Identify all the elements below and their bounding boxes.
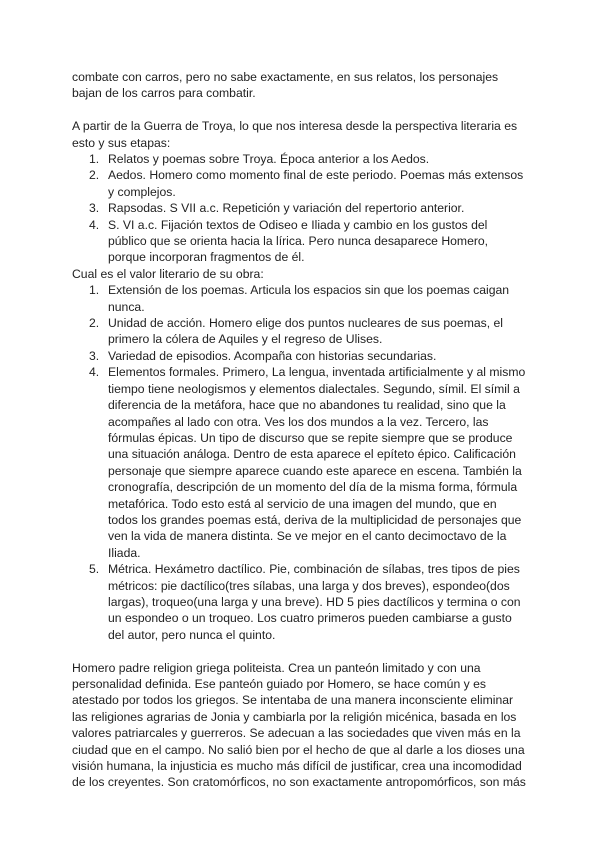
list-item [72,217,528,266]
intro-paragraph: combate con carros, pero no sabe exactamente, en sus relatos, los personajes bajan de los carros para combatir. [72,70,499,101]
list-number: 4. [89,217,100,232]
list-item-text: Extensión de los poemas. Articula los espacios sin que los poemas caigan nunca. [108,283,510,314]
list-item-text: Rapsodas. S VII a.c. Repetición y variación del repertorio anterior. [108,201,465,216]
list-item [72,364,528,561]
list-item [72,348,528,364]
list-item-text: Relatos y poemas sobre Troya. Época anterior a los Aedos. [108,152,430,167]
values-list [72,282,528,643]
list-number: 2. [89,168,100,183]
list-item [72,167,528,200]
list-item-text: Elementos formales. Primero, La lengua, inventada artificialmente y al mismo tiempo tiene neologismos y elementos dialectales. Segundo, símil. El símil a diferencia de la metáfora, hace que no abandones tu realidad, sino que la acompañes al lado con otra. Ves los dos mundos a la vez. Tercero, las fórmulas épicas. Un tipo de discurso que se repite siempre que se produce una situación análoga. Dentro de esta aparece el epíteto épico. Calificación personaje que siempre aparece cuando este aparece en escena. También la cronografía, descripción de un momento del día de la misma forma, fórmula metafórica. Todo esto está al servicio de una imagen del mundo, que en todos los grandes poemas está, deriva de la multiplicidad de personajes que ven la vida de manera distinta. Se ve mejor en el canto decimoctavo de la Iliada. [108,365,526,560]
list-item [72,315,528,348]
list-item [72,151,528,167]
list-item [72,282,528,315]
stages-list [72,151,528,266]
list-item-text: Unidad de acción. Homero elige dos puntos nucleares de sus poemas, el primero la cólera de Aquiles y el regreso de Ulises. [108,316,503,347]
list-number: 1. [89,283,100,298]
list-number: 2. [89,316,100,331]
value-intro-paragraph: Cual es el valor literario de su obra: [72,266,264,281]
list-item-text: Aedos. Homero como momento final de este periodo. Poemas más extensos y complejos. [108,168,524,199]
paragraph-gap [72,643,528,659]
list-number: 4. [89,365,100,380]
list-number: 3. [89,348,100,363]
list-item [72,200,528,216]
document-page [72,69,528,791]
list-number: 1. [89,152,100,167]
list-number: 5. [89,562,100,577]
list-item-text: S. VI a.c. Fijación textos de Odiseo e Iliada y cambio en los gustos del público que se orienta hacia la lírica. Pero nunca desaparece Homero, porque incorporan fragmentos de él. [108,217,489,265]
list-item [72,561,528,643]
list-item-text: Variedad de episodios. Acompaña con historias secundarias. [108,348,437,363]
paragraph-gap [72,102,528,118]
troy-intro-paragraph: A partir de la Guerra de Troya, lo que nos interesa desde la perspectiva literaria es esto y sus etapas: [72,119,518,150]
list-number: 3. [89,201,100,216]
religion-paragraph: Homero padre religion griega politeista. Crea un panteón limitado y con una personalidad definida. Ese panteón guiado por Homero, se hace común y es atestado por todos los griegos. Se intentaba de una manera inconsciente eliminar las religiones agrarias de Jonia y cambiarla por la religión micénica, basada en los valores patriarcales y guerreros. Se adecuan a las sociedades que viven más en la ciudad que en el campo. No salió bien por el hecho de que al darle a los dioses una visión humana, la injusticia es mucho más difícil de justificar, crea una incomodidad de los creyentes. Son cratomórficos, no son exactamente antropomórficos, son más [72,660,526,790]
list-item-text: Métrica. Hexámetro dactílico. Pie, combinación de sílabas, tres tipos de pies métricos: pie dactílico(tres sílabas, una larga y dos breves), espondeo(dos largas), troqueo(una larga y una breve). HD 5 pies dactílicos y termina o con un espondeo o un troqueo. Los cuatro primeros pueden cambiarse a gusto del autor, pero nunca el quinto. [108,562,521,642]
